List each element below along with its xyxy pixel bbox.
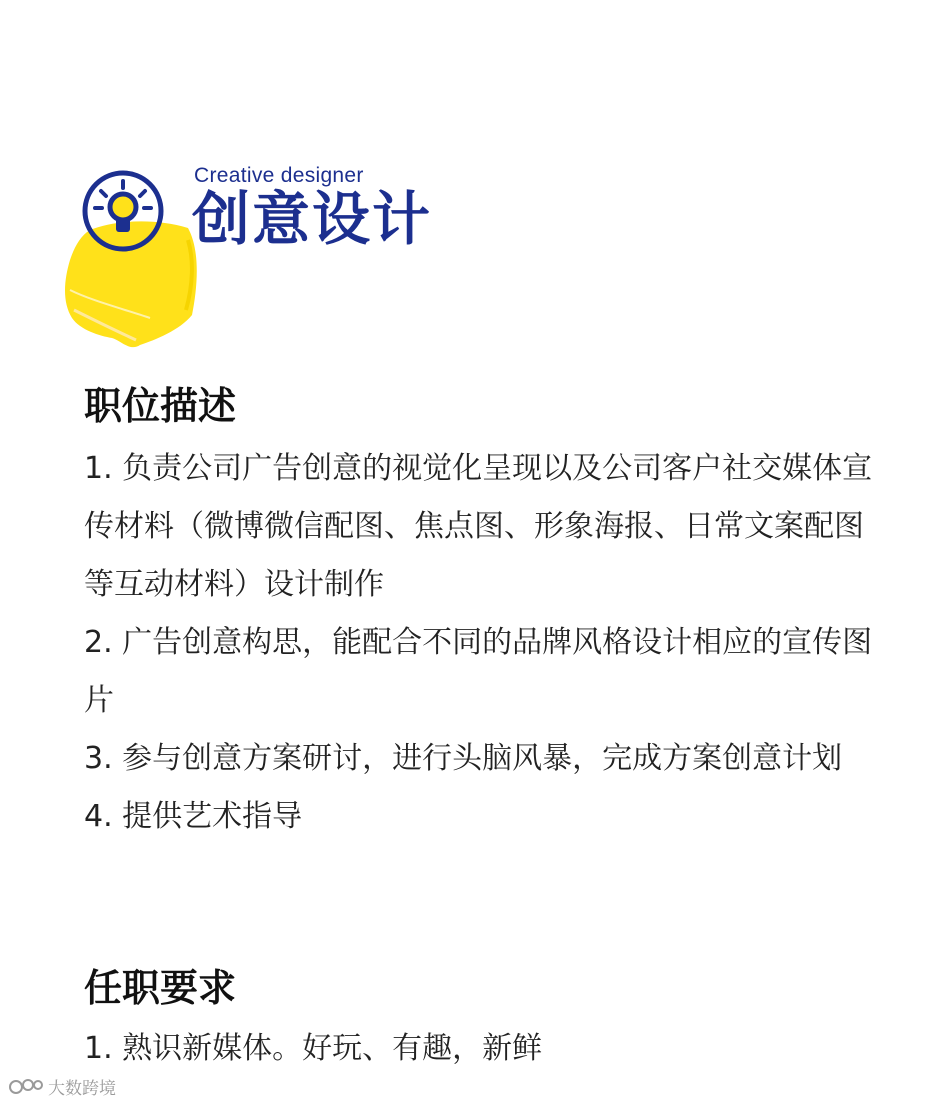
requirements-heading: 任职要求	[84, 966, 237, 1010]
lightbulb-icon	[82, 170, 164, 252]
list-item: 3. 参与创意方案研讨，进行头脑风暴，完成方案创意计划	[84, 740, 843, 776]
requirements-section	[84, 966, 884, 1078]
job-description-section	[84, 384, 884, 846]
brand-title: 创意设计	[192, 185, 433, 253]
brand-logo-block	[60, 160, 480, 360]
list-item: 4. 提供艺术指导	[84, 798, 303, 834]
list-item: 1. 熟识新媒体。好玩、有趣，新鲜	[84, 1030, 543, 1066]
watermark	[8, 1074, 116, 1099]
watermark-logo-icon	[8, 1077, 44, 1097]
job-description-heading: 职位描述	[84, 384, 237, 428]
requirements-list	[84, 1020, 884, 1078]
brand-subtitle: Creative designer	[194, 164, 364, 187]
list-item: 2. 广告创意构思，能配合不同的品牌风格设计相应的宣传图片	[84, 624, 873, 718]
watermark-text: 大数跨境	[48, 1079, 116, 1099]
job-description-list	[84, 440, 884, 846]
list-item: 1. 负责公司广告创意的视觉化呈现以及公司客户社交媒体宣传材料（微博微信配图、焦点图、形象海报、日常文案配图等互动材料）设计制作	[84, 450, 873, 602]
